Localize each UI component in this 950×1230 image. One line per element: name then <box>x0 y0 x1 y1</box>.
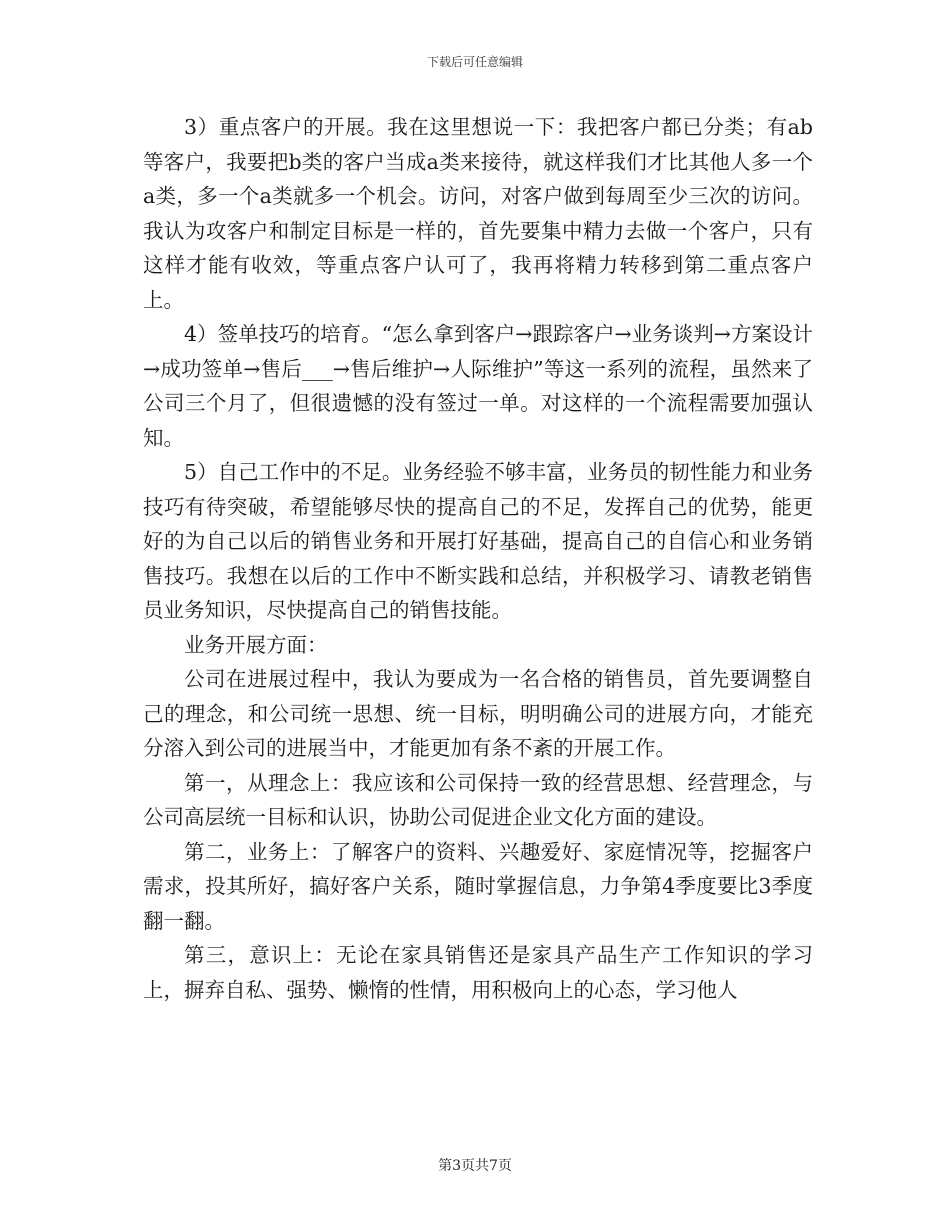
section-heading-business-development: 业务开展方面： <box>184 632 328 657</box>
page-header-note: 下载后可任意编辑 <box>426 55 523 69</box>
paragraph-key-clients: 3）重点客户的开展。我在这里想说一下：我把客户都已分类；有ab等客户，我要把b类的客户当成a类来接待，就这样我们才比其他人多一个a类，多一个a类就多一个机会。访问，对客户做到每周至少三次的访问。我认为攻客户和制定目标是一样的，首先要集中精力去做一个客户，只有这样才能有收效，等重点客户认可了，我再将精力转移到第二重点客户上。 <box>143 115 813 312</box>
paragraph-second-business: 第二，业务上：了解客户的资料、兴趣爱好、家庭情况等，挖掘客户需求，投其所好，搞好客户关系，随时掌握信息，力争第4季度要比3季度翻一翻。 <box>143 839 813 933</box>
paragraph-company-development: 公司在进展过程中，我认为要成为一名合格的销售员，首先要调整自己的理念，和公司统一思想、统一目标，明明确公司的进展方向，才能充分溶入到公司的进展当中，才能更加有条不紊的开展工作。 <box>143 667 813 760</box>
paragraph-third-awareness: 第三，意识上：无论在家具销售还是家具产品生产工作知识的学习上，摒弃自私、强势、懒惰的性情，用积极向上的心态，学习他人 <box>143 943 813 1002</box>
paragraph-signing-skills: 4）签单技巧的培育。“怎么拿到客户→跟踪客户→业务谈判→方案设计→成功签单→售后___→售后维护→人际维护”等这一系列的流程，虽然来了公司三个月了，但很遗憾的没有签过一单。对这样的一个流程需要加强认知。 <box>143 322 813 450</box>
paragraph-first-philosophy: 第一，从理念上：我应该和公司保持一致的经营思想、经营理念，与公司高层统一目标和认识，协助公司促进企业文化方面的建设。 <box>143 770 813 829</box>
page-footer-number: 第3页共7页 <box>438 1158 512 1174</box>
document-body <box>143 110 813 1007</box>
paragraph-shortcomings: 5）自己工作中的不足。业务经验不够丰富，业务员的韧性能力和业务技巧有待突破，希望能够尽快的提高自己的不足，发挥自己的优势，能更好的为自己以后的销售业务和开展打好基础，提高自己的自信心和业务销售技巧。我想在以后的工作中不断实践和总结，并积极学习、请教老销售员业务知识，尽快提高自己的销售技能。 <box>143 460 813 622</box>
